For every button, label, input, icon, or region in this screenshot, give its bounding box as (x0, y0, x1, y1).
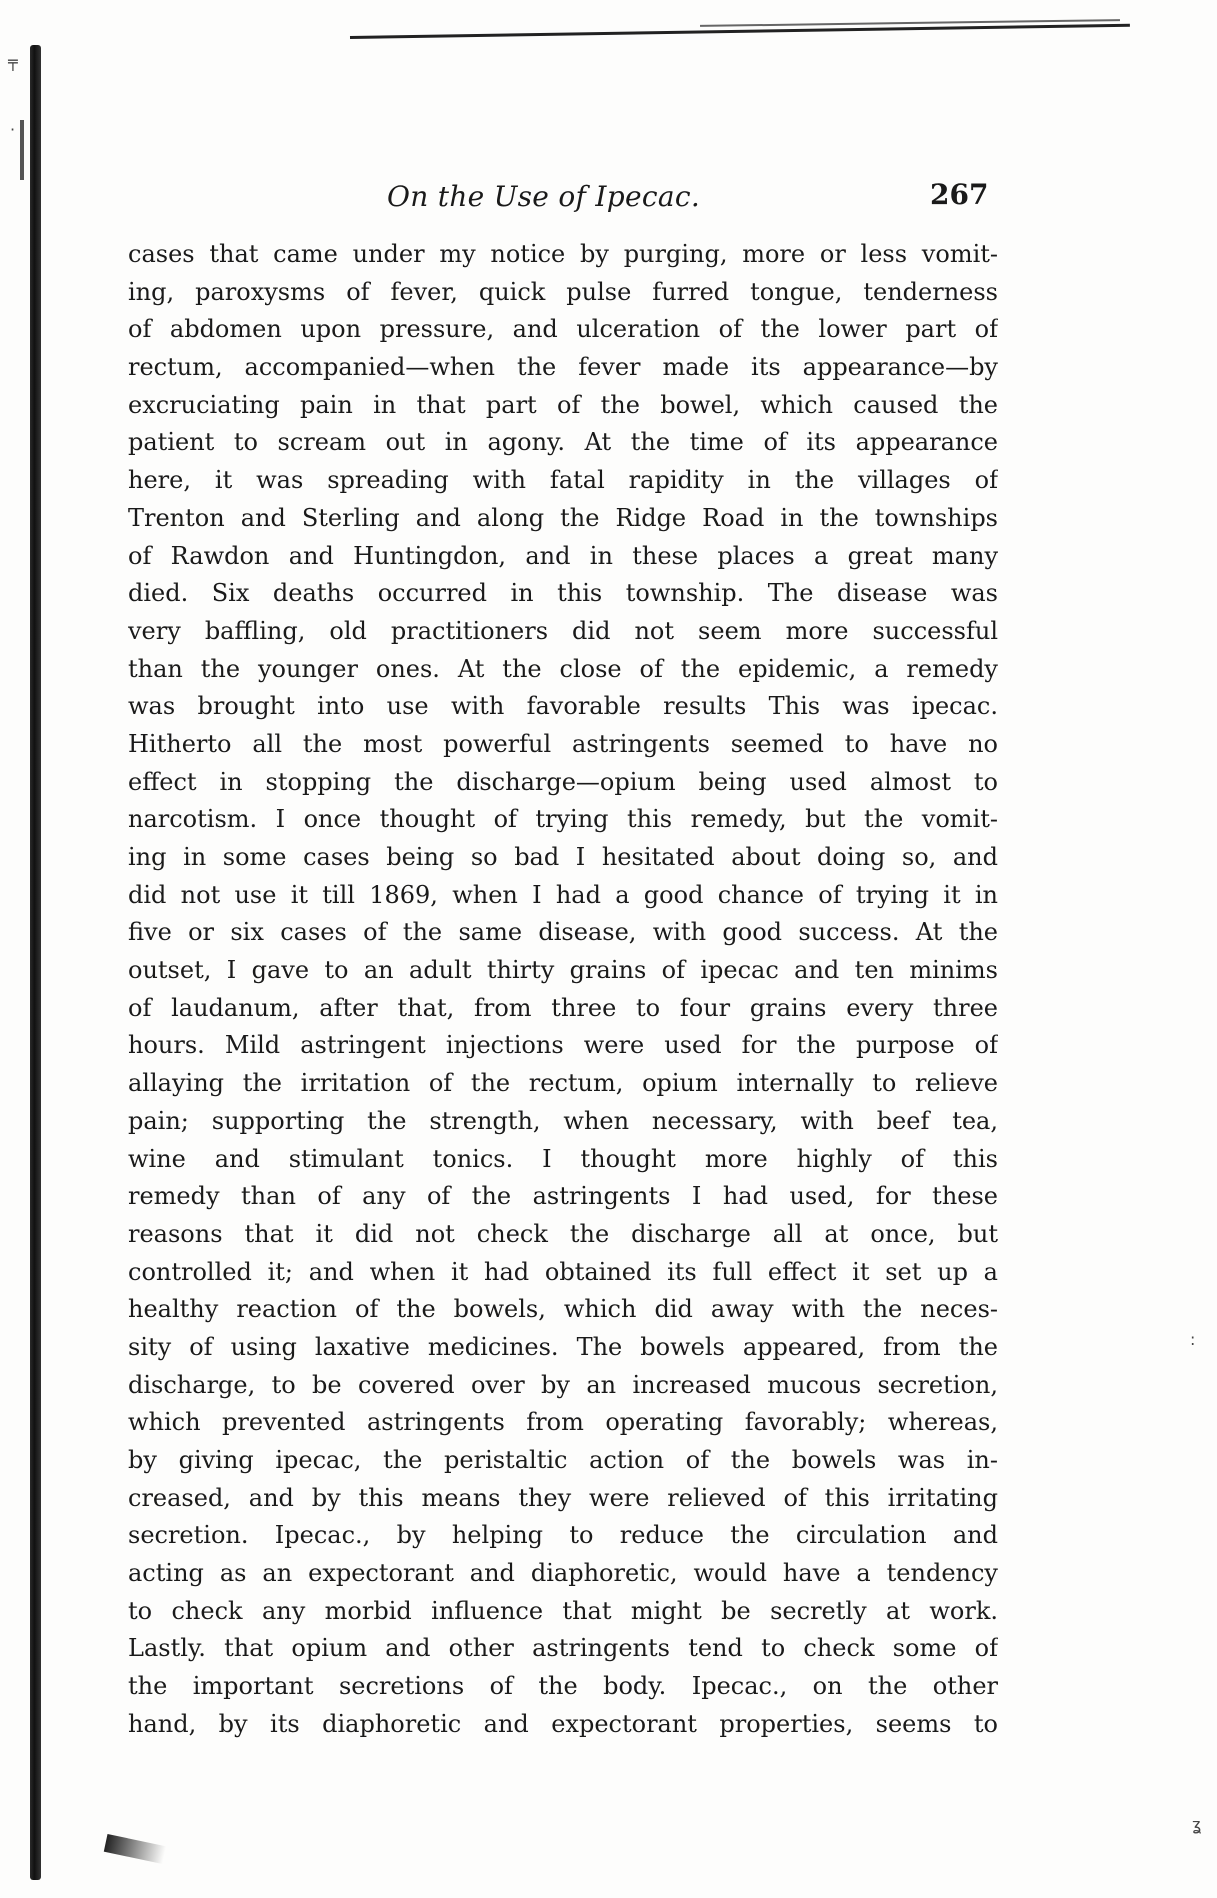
text-line: controlled it; and when it had obtained its full effect it set up a (128, 1257, 998, 1286)
text-line: sity of using laxative medicines. The bowels appeared, from the (128, 1332, 998, 1361)
text-line: the important secretions of the body. Ipecac., on the other (128, 1672, 998, 1701)
text-line: by giving ipecac, the peristaltic action of the bowels was in- (128, 1446, 998, 1474)
text-line: excruciating pain in that part of the bowel, which caused the (128, 390, 998, 419)
text-line: patient to scream out in agony. At the time of its appearance (128, 428, 998, 457)
running-title: On the Use of Ipecac. (387, 180, 701, 213)
text-line: Lastly. that opium and other astringents tend to check some of (128, 1634, 998, 1663)
text-line: died. Six deaths occurred in this township. The disease was (128, 579, 998, 608)
text-line: hand, by its diaphoretic and expectorant properties, seems to (128, 1709, 998, 1738)
text-line: creased, and by this means they were relieved of this irritating (128, 1483, 998, 1512)
text-line: here, it was spreading with fatal rapidity in the villages of (128, 466, 998, 495)
bottom-corner-smudge (104, 1834, 166, 1864)
text-line: of Rawdon and Huntingdon, and in these places a great many (128, 541, 998, 570)
text-line: allaying the irritation of the rectum, opium internally to relieve (128, 1069, 998, 1098)
text-line: remedy than of any of the astringents I had used, for these (128, 1182, 998, 1211)
text-line: rectum, accompanied—when the fever made its appearance—by (128, 353, 998, 382)
text-line: did not use it till 1869, when I had a good chance of trying it in (128, 880, 998, 909)
text-line: acting as an expectorant and diaphoretic, would have a tendency (128, 1559, 998, 1588)
text-line: of laudanum, after that, from three to four grains every three (128, 993, 998, 1022)
text-line: cases that came under my notice by purging, more or less vomit- (128, 240, 998, 268)
text-line: outset, I gave to an adult thirty grains of ipecac and ten minims (128, 956, 998, 985)
text-line: Hitherto all the most powerful astringents seemed to have no (128, 729, 998, 758)
text-line: effect in stopping the discharge—opium being used almost to (128, 767, 998, 796)
text-line: five or six cases of the same disease, with good success. At the (128, 918, 998, 947)
text-line: Trenton and Sterling and along the Ridge Road in the townships (128, 503, 998, 532)
body-text (128, 236, 998, 1744)
text-line: which prevented astringents from operating favorably; whereas, (128, 1408, 998, 1437)
text-line: than the younger ones. At the close of the epidemic, a remedy (128, 654, 998, 683)
text-line: wine and stimulant tonics. I thought more highly of this (128, 1144, 998, 1173)
text-line: ing in some cases being so bad I hesitated about doing so, and (128, 843, 998, 871)
text-line: hours. Mild astringent injections were used for the purpose of (128, 1031, 998, 1060)
text-line: pain; supporting the strength, when necessary, with beef tea, (128, 1106, 998, 1135)
binding-mark (20, 120, 24, 180)
margin-speck: : (1190, 1330, 1196, 1349)
text-line: secretion. Ipecac., by helping to reduce the circulation and (128, 1521, 998, 1550)
margin-speck: ╤ (8, 52, 18, 71)
text-line: ing, paroxysms of fever, quick pulse furred tongue, tenderness (128, 277, 998, 306)
text-line: was brought into use with favorable results This was ipecac. (128, 692, 998, 721)
text-line: discharge, to be covered over by an increased mucous secretion, (128, 1370, 998, 1399)
text-line: reasons that it did not check the discharge all at once, but (128, 1219, 998, 1248)
binding-shadow (30, 45, 41, 1880)
margin-speck: · (10, 120, 16, 139)
text-line: healthy reaction of the bowels, which did away with the neces- (128, 1295, 998, 1324)
text-line: very baffling, old practitioners did not seem more successful (128, 616, 998, 645)
text-line: of abdomen upon pressure, and ulceration of the lower part of (128, 315, 998, 344)
margin-speck: ʓ (1192, 1815, 1202, 1834)
text-line: narcotism. I once thought of trying this remedy, but the vomit- (128, 805, 998, 834)
text-line: to check any morbid influence that might be secretly at work. (128, 1596, 998, 1625)
page-number: 267 (930, 178, 989, 211)
